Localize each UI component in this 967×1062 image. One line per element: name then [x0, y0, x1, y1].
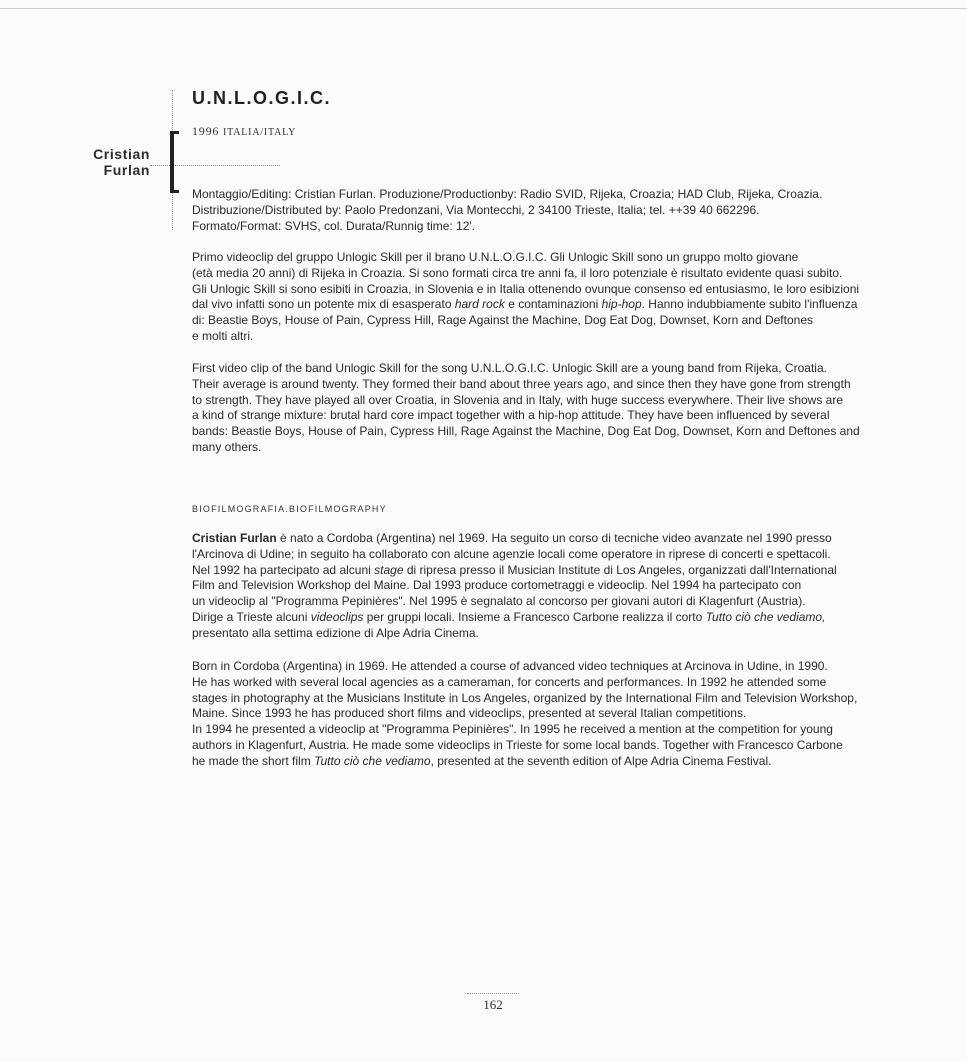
text-run: di ripresa presso il Musician Institute di Los Angeles, organizzati dall'International [403, 562, 837, 577]
synopsis-line: Their average is around twenty. They formed their band about three years ago, and since then they have gone from strength [192, 376, 851, 391]
synopsis-line: Primo videoclip del gruppo Unlogic Skill per il brano U.N.L.O.G.I.C. Gli Unlogic Skill sono un gruppo molto giovane [192, 250, 799, 264]
italic-run: stage [374, 562, 404, 577]
synopsis-line [192, 297, 897, 313]
credits-block [192, 187, 897, 234]
synopsis-line: many others. [192, 439, 262, 454]
biography-english [192, 659, 897, 770]
bio-line [192, 563, 897, 579]
bracket-mark [170, 131, 174, 193]
text-run: , presented at the seventh edition of Alpe Adria Cinema Festival. [430, 753, 772, 768]
author-first-name: Cristian [93, 146, 150, 162]
film-title: U.N.L.O.G.I.C. [192, 88, 332, 108]
text-run: è nato a Cordoba (Argentina) nel 1969. Ha seguito un corso di tecniche video avanzate nel 1990 presso [276, 531, 832, 545]
page-number: 162 [483, 997, 503, 1012]
biofilmography-heading: BIOFILMOGRAFIA.BIOFILMOGRAPHY [192, 504, 387, 514]
synopsis-italian [192, 250, 897, 345]
synopsis-line: di: Beastie Boys, House of Pain, Cypress Hill, Rage Against the Machine, Dog Eat Dog, Downset, Korn and Deftones [192, 313, 813, 328]
bio-line: In 1994 he presented a videoclip at "Programma Pepinières". In 1995 he received a mention at the competition for young [192, 722, 833, 737]
text-run: . Hanno indubbiamente subito l'influenza [641, 297, 858, 312]
text-run: e contaminazioni [504, 297, 602, 312]
bio-line: presentato alla settima edizione di Alpe Adria Cinema. [192, 625, 479, 640]
synopsis-line: e molti altri. [192, 328, 254, 343]
bio-line: un videoclip al "Programma Pepinières". Nel 1995 è segnalato al concorso per giovani autori di Klagenfurt (Austria). [192, 594, 806, 609]
text-run: Dirige a Trieste alcuni [192, 609, 311, 624]
bracket-mark-top [170, 131, 179, 134]
text-run: per gruppi locali. Insieme a Francesco Carbone realizza il corto [363, 609, 706, 624]
italic-run: videoclips [310, 609, 364, 624]
bio-line: Maine. Since 1993 he has produced short films and videoclips, presented at several Italian competitions. [192, 706, 747, 721]
bio-line: l'Arcinova di Udine; in seguito ha collaborato con alcune agenzie locali come operatore in riprese di concerti e spettacoli. [192, 546, 831, 561]
italic-run: Tutto ciò che vediamo [314, 753, 431, 768]
italic-run: hip-hop [601, 297, 642, 312]
text-run: Nel 1992 ha partecipato ad alcuni [192, 562, 375, 577]
biography-italian [192, 531, 897, 642]
bio-line: authors in Klagenfurt, Austria. He made some videoclips in Trieste for some local bands. Together with Francesco Carbone [192, 737, 843, 752]
bio-line: stages in photography at the Musicians Institute in Los Angeles, organized by the International Film and Television Workshop, [192, 690, 858, 705]
synopsis-line: First video clip of the band Unlogic Skill for the song U.N.L.O.G.I.C. Unlogic Skill are a young band from Rijeka, Croatia. [192, 361, 827, 375]
top-rule [0, 8, 967, 9]
credits-line: Formato/Format: SVHS, col. Durata/Runnig time: 12'. [192, 218, 476, 233]
bracket-mark-bottom [170, 190, 179, 193]
synopsis-line: bands: Beastie Boys, House of Pain, Cypress Hill, Rage Against the Machine, Dog Eat Dog, Downset, Korn and Deftones and [192, 424, 860, 439]
bio-line: He has worked with several local agencies as a cameraman, for concerts and performances. In 1992 he attended some [192, 674, 827, 689]
synopsis-line: to strength. They have played all over Croatia, in Slovenia and in Italy, with huge success everywhere. Their live shows are [192, 392, 844, 407]
italic-run: hard rock [454, 297, 505, 312]
film-country: ITALIA/ITALY [223, 127, 297, 138]
synopsis-line: a kind of strange mixture: brutal hard core impact together with a hip-hop attitude. They have been influenced by several [192, 408, 830, 423]
film-year-country [192, 124, 296, 139]
bio-line: Film and Television Workshop del Maine. Dal 1993 produce cortometraggi e videoclip. Nel 1994 ha partecipato con [192, 578, 802, 593]
text-run: dal vivo infatti sono un potente mix di esasperato [192, 297, 455, 312]
bio-line [192, 754, 897, 770]
italic-run: Tutto ciò che vediamo, [705, 609, 826, 624]
synopsis-line: (età media 20 anni) di Rijeka in Croazia. Si sono formati circa tre anni fa, il loro potenziale è risultato evidente quasi subito. [192, 265, 843, 280]
bio-line [192, 531, 897, 547]
credits-line: Distribuzione/Distributed by: Paolo Predonzani, Via Montecchi, 2 34100 Trieste, Italia; tel. ++39 40 662296. [192, 202, 760, 217]
synopsis-english [192, 361, 897, 456]
page-number-rule [467, 993, 519, 994]
film-year: 1996 [192, 124, 220, 138]
author-last-name: Furlan [103, 162, 150, 178]
bio-author-name: Cristian Furlan [192, 531, 277, 545]
bio-line [192, 610, 897, 626]
text-run: he made the short film [192, 753, 315, 768]
synopsis-line: Gli Unlogic Skill si sono esibiti in Croazia, in Slovenia e in Italia ottenendo ovunque consenso ed entusiasmo, le loro esibizioni [192, 281, 860, 296]
credits-line: Montaggio/Editing: Cristian Furlan. Produzione/Productionby: Radio SVID, Rijeka, Croazia; HAD Club, Rijeka, Croazia. [192, 187, 823, 201]
author-name [60, 146, 150, 178]
bio-line: Born in Cordoba (Argentina) in 1969. He attended a course of advanced video techniques at Arcinova in Udine, in 1990. [192, 659, 828, 673]
